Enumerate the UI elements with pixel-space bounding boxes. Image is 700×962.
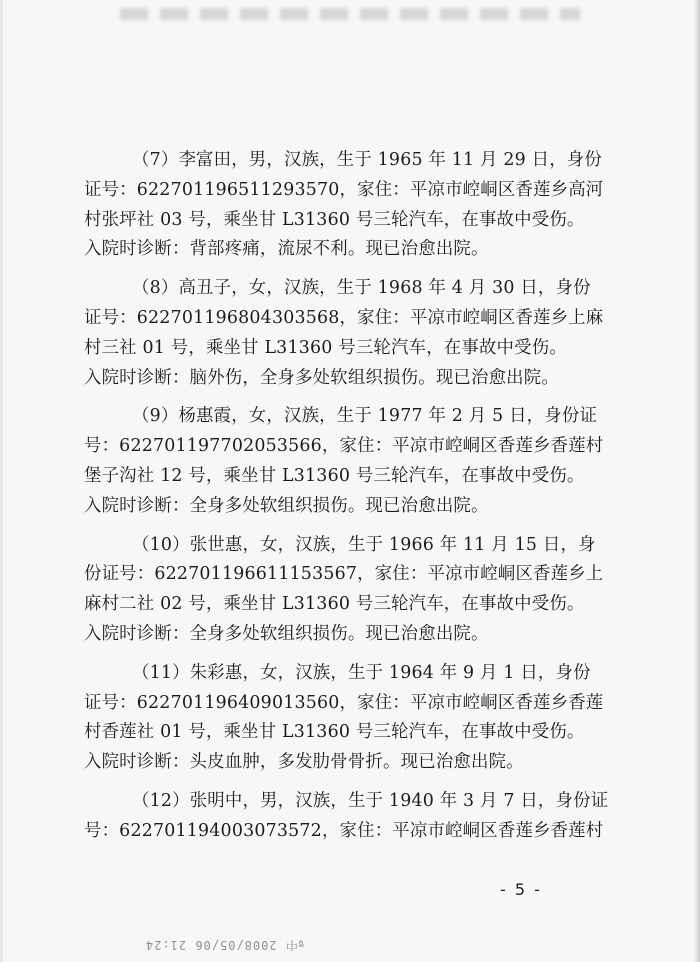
paragraph-11 — [84, 659, 604, 778]
paragraph-8 — [84, 274, 604, 393]
page-number: - 5 - — [500, 880, 542, 899]
text-line: 村三社 01 号，乘坐甘 L31360 号三轮汽车，在事故中受伤。 — [84, 337, 567, 358]
text-line: 堡子沟社 12 号，乘坐甘 L31360 号三轮汽车，在事故中受伤。 — [84, 465, 585, 486]
text-line: 证号：622701196409013560，家住：平凉市崆峒区香莲乡香莲 — [84, 692, 604, 713]
text-line: （10）张世惠，女，汉族，生于 1966 年 11 月 15 日，身 — [132, 534, 596, 555]
text-line: 证号：622701196804303568，家住：平凉市崆峒区香莲乡上麻 — [84, 307, 604, 328]
document-body — [84, 146, 609, 856]
text-line: 入院时诊断：全身多处软组织损伤。现已治愈出院。 — [84, 623, 489, 644]
page-left-edge — [0, 0, 3, 962]
text-line: 号：622701197702053566，家住：平凉市崆峒区香莲乡香莲村 — [84, 436, 604, 457]
text-line: （7）李富田，男，汉族，生于 1965 年 11 月 29 日，身份 — [132, 150, 602, 170]
text-line: 入院时诊断：全身多处软组织损伤。现已治愈出院。 — [84, 495, 489, 516]
paragraph-12 — [84, 787, 609, 847]
text-line: 村张坪社 03 号，乘坐甘 L31360 号三轮汽车，在事故中受伤。 — [84, 209, 585, 230]
text-line: 麻村二社 02 号，乘坐甘 L31360 号三轮汽车，在事故中受伤。 — [84, 594, 585, 615]
text-line: （11）朱彩惠，女，汉族，生于 1964 年 9 月 1 日，身份 — [132, 662, 591, 683]
text-line: （8）高丑子，女，汉族，生于 1968 年 4 月 30 日，身份 — [132, 278, 591, 299]
text-line: 号：622701194003073572，家住：平凉市崆峒区香莲乡香莲村 — [84, 820, 604, 841]
bleed-through-footer: ᢐ中 2008/05/06 21:24 — [145, 938, 305, 952]
text-line: 入院时诊断：头皮血肿，多发肋骨骨折。现已治愈出院。 — [84, 752, 524, 773]
paragraph-10 — [84, 531, 604, 650]
text-line: （9）杨惠霞，女，汉族，生于 1977 年 2 月 5 日，身份证 — [132, 406, 598, 427]
text-line: （12）张明中，男，汉族，生于 1940 年 3 月 7 日，身份证 — [132, 790, 609, 811]
text-line: 证号：622701196511293570，家住：平凉市崆峒区香莲乡高河 — [84, 179, 604, 200]
page-right-edge-shadow — [694, 0, 700, 962]
paragraph-9 — [84, 402, 604, 521]
bleed-through-marks — [120, 8, 580, 20]
text-line: 份证号：622701196611153567，家住：平凉市崆峒区香莲乡上 — [84, 564, 604, 585]
text-line: 入院时诊断：背部疼痛，流尿不利。现已治愈出院。 — [84, 239, 489, 260]
paragraph-7 — [84, 146, 604, 265]
text-line: 村香莲社 01 号，乘坐甘 L31360 号三轮汽车，在事故中受伤。 — [84, 722, 585, 743]
text-line: 入院时诊断：脑外伤，全身多处软组织损伤。现已治愈出院。 — [84, 367, 559, 388]
